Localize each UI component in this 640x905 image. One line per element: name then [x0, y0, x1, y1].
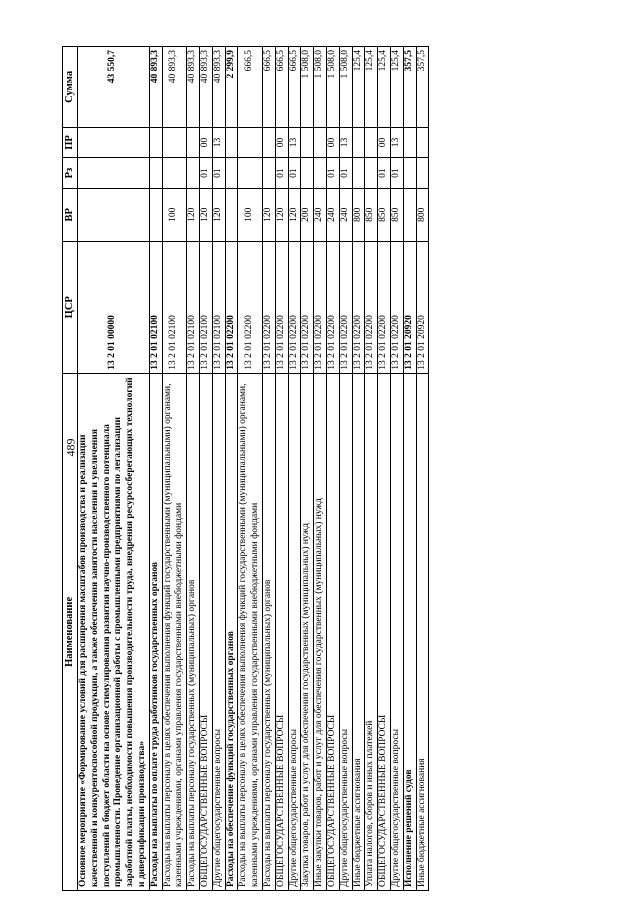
- row-sum: 40 893,3: [187, 47, 200, 128]
- row-sum: 40 893,3: [199, 47, 212, 128]
- row-name: Иные бюджетные ассигнования: [416, 373, 429, 890]
- row-vr: 120: [199, 188, 212, 241]
- row-vr: 800: [416, 188, 429, 241]
- row-pr: 13: [339, 127, 352, 158]
- row-sum: 666,5: [288, 47, 301, 128]
- row-name: Расходы на обеспечение функций государственных органов: [225, 373, 238, 890]
- row-csr: 13 2 01 02200: [238, 241, 263, 373]
- row-rz: [187, 158, 200, 189]
- row-rz: [403, 158, 416, 189]
- row-pr: 00: [199, 127, 212, 158]
- table-row: [314, 47, 327, 891]
- row-sum: 666,5: [262, 47, 275, 128]
- table-row: [212, 47, 225, 891]
- row-sum: 40 893,3: [162, 47, 187, 128]
- row-vr: 240: [314, 188, 327, 241]
- row-pr: [365, 127, 378, 158]
- row-pr: 00: [326, 127, 339, 158]
- header-vr: ВР: [63, 188, 78, 241]
- row-csr: 13 2 01 02200: [339, 241, 352, 373]
- row-name: ОБЩЕГОСУДАРСТВЕННЫЕ ВОПРОСЫ: [199, 373, 212, 890]
- row-name: Расходы на выплаты персоналу государственных (муниципальных) органов: [187, 373, 200, 890]
- row-pr: [238, 127, 263, 158]
- row-vr: 100: [162, 188, 187, 241]
- row-sum: 2 299,9: [225, 47, 238, 128]
- row-pr: [187, 127, 200, 158]
- table-row: [199, 47, 212, 891]
- row-rz: [314, 158, 327, 189]
- header-pr: ПР: [63, 127, 78, 158]
- row-rz: [162, 158, 187, 189]
- row-sum: 40 893,3: [212, 47, 225, 128]
- row-sum: 125,4: [378, 47, 391, 128]
- table-row: [326, 47, 339, 891]
- row-rz: [365, 158, 378, 189]
- row-name: Исполнение решений судов: [403, 373, 416, 890]
- row-name: Другие общегосударственные вопросы: [390, 373, 403, 890]
- row-rz: [352, 158, 365, 189]
- row-csr: 13 2 01 02100: [149, 241, 162, 373]
- table-row: [149, 47, 162, 891]
- row-name: Уплата налогов, сборов и иных платежей: [365, 373, 378, 890]
- row-rz: 01: [275, 158, 288, 189]
- row-rz: [78, 158, 150, 189]
- row-vr: [149, 188, 162, 241]
- row-pr: 00: [275, 127, 288, 158]
- row-pr: 13: [390, 127, 403, 158]
- table-row: [339, 47, 352, 891]
- row-rz: [149, 158, 162, 189]
- row-pr: 13: [288, 127, 301, 158]
- table-row: [365, 47, 378, 891]
- table-row: [262, 47, 275, 891]
- row-vr: 240: [326, 188, 339, 241]
- row-vr: 120: [288, 188, 301, 241]
- header-rz: Рз: [63, 158, 78, 189]
- row-sum: 666,5: [275, 47, 288, 128]
- row-rz: 01: [339, 158, 352, 189]
- row-rz: 01: [326, 158, 339, 189]
- row-vr: 850: [378, 188, 391, 241]
- row-vr: 120: [187, 188, 200, 241]
- row-pr: [162, 127, 187, 158]
- row-sum: 357,5: [403, 47, 416, 128]
- row-csr: 13 2 01 02200: [262, 241, 275, 373]
- row-pr: [352, 127, 365, 158]
- table-row: [78, 47, 150, 891]
- table-row: [275, 47, 288, 891]
- row-sum: 357,5: [416, 47, 429, 128]
- page-number: 489: [63, 438, 78, 457]
- table-row: [378, 47, 391, 891]
- row-sum: 125,4: [390, 47, 403, 128]
- header-csr: ЦСР: [63, 241, 78, 373]
- row-rz: 01: [390, 158, 403, 189]
- row-sum: 40 893,3: [149, 47, 162, 128]
- row-vr: 200: [301, 188, 314, 241]
- row-rz: [238, 158, 263, 189]
- row-csr: 13 2 01 02100: [199, 241, 212, 373]
- row-csr: 13 2 01 02200: [288, 241, 301, 373]
- row-name: Расходы на выплаты по оплате труда работников государственных органов: [149, 373, 162, 890]
- row-name: ОБЩЕГОСУДАРСТВЕННЫЕ ВОПРОСЫ: [275, 373, 288, 890]
- row-csr: 13 2 01 02100: [162, 241, 187, 373]
- row-name: Иные бюджетные ассигнования: [352, 373, 365, 890]
- row-vr: 120: [262, 188, 275, 241]
- row-csr: 13 2 01 02200: [378, 241, 391, 373]
- row-name: Другие общегосударственные вопросы: [288, 373, 301, 890]
- row-sum: 666,5: [238, 47, 263, 128]
- row-name: Иные закупки товаров, работ и услуг для обеспечения государственных (муниципальных) нужд: [314, 373, 327, 890]
- row-vr: 100: [238, 188, 263, 241]
- table-row: [225, 47, 238, 891]
- table-row: [416, 47, 429, 891]
- row-rz: [225, 158, 238, 189]
- row-name: Закупка товаров, работ и услуг для обеспечения государственных (муниципальных) нужд: [301, 373, 314, 890]
- row-vr: 240: [339, 188, 352, 241]
- row-sum: 125,4: [352, 47, 365, 128]
- row-sum: 1 508,0: [301, 47, 314, 128]
- row-pr: [262, 127, 275, 158]
- row-rz: [416, 158, 429, 189]
- row-sum: 1 508,0: [339, 47, 352, 128]
- row-vr: [225, 188, 238, 241]
- row-pr: [314, 127, 327, 158]
- row-vr: 850: [365, 188, 378, 241]
- row-vr: [403, 188, 416, 241]
- row-csr: 13 2 01 02200: [352, 241, 365, 373]
- row-csr: 13 2 01 20920: [403, 241, 416, 373]
- header-sum: Сумма: [63, 47, 78, 128]
- row-name: ОБЩЕГОСУДАРСТВЕННЫЕ ВОПРОСЫ: [378, 373, 391, 890]
- row-pr: [149, 127, 162, 158]
- budget-table: [62, 46, 429, 891]
- row-name: Другие общегосударственные вопросы: [212, 373, 225, 890]
- row-csr: 13 2 01 02200: [390, 241, 403, 373]
- row-sum: 1 508,0: [314, 47, 327, 128]
- row-name: Расходы на выплаты персоналу в целях обеспечения выполнения функций государственными (муниципальными) органами, казенными учреждениями, органами управления государственными внебюджетными фондами: [238, 373, 263, 890]
- row-name: Другие общегосударственные вопросы: [339, 373, 352, 890]
- rotated-page-content: [62, 0, 582, 905]
- row-csr: 13 2 01 02200: [301, 241, 314, 373]
- row-rz: 01: [199, 158, 212, 189]
- row-csr: 13 2 01 20920: [416, 241, 429, 373]
- row-rz: 01: [378, 158, 391, 189]
- table-row: [390, 47, 403, 891]
- row-csr: 13 2 01 02100: [187, 241, 200, 373]
- row-sum: 1 508,0: [326, 47, 339, 128]
- row-csr: 13 2 01 02200: [365, 241, 378, 373]
- row-name: ОБЩЕГОСУДАРСТВЕННЫЕ ВОПРОСЫ: [326, 373, 339, 890]
- row-pr: 13: [212, 127, 225, 158]
- row-name: Основное мероприятие «Формирование условий для расширения масштабов производства и реализации качественной и конкурентоспособной продукции, а также обеспечения занятости населения и увеличения поступлений в бюджет области на основе стимулирования развития научно-производственного потенциала промышленности. Проведение организационной работы с промышленными предприятиями по легализации заработной платы, необходимости повышения производительности труда, внедрения ресурсосберегающих технологий и диверсификации производства»: [78, 373, 150, 890]
- row-vr: 850: [390, 188, 403, 241]
- row-csr: 13 2 01 02200: [275, 241, 288, 373]
- row-pr: [225, 127, 238, 158]
- row-vr: 120: [275, 188, 288, 241]
- row-name: Расходы на выплаты персоналу государственных (муниципальных) органов: [262, 373, 275, 890]
- table-row: [301, 47, 314, 891]
- row-rz: 01: [212, 158, 225, 189]
- row-vr: 120: [212, 188, 225, 241]
- row-rz: [301, 158, 314, 189]
- row-rz: [262, 158, 275, 189]
- row-csr: 13 2 01 02100: [212, 241, 225, 373]
- row-sum: 125,4: [365, 47, 378, 128]
- row-csr: 13 2 01 02200: [225, 241, 238, 373]
- row-csr: 13 2 01 00000: [78, 241, 150, 373]
- table-row: [187, 47, 200, 891]
- row-sum: 43 550,7: [78, 47, 150, 128]
- table-row: [352, 47, 365, 891]
- row-vr: [78, 188, 150, 241]
- row-name: Расходы на выплаты персоналу в целях обеспечения выполнения функций государственными (муниципальными) органами, казенными учреждениями, органами управления государственными внебюджетными фондами: [162, 373, 187, 890]
- row-pr: 00: [378, 127, 391, 158]
- table-header-row: [63, 47, 78, 891]
- header-name: Наименование: [63, 373, 78, 890]
- table-row: [288, 47, 301, 891]
- row-vr: 800: [352, 188, 365, 241]
- row-pr: [301, 127, 314, 158]
- table-row: [162, 47, 187, 891]
- row-csr: 13 2 01 02200: [326, 241, 339, 373]
- row-pr: [78, 127, 150, 158]
- row-csr: 13 2 01 02200: [314, 241, 327, 373]
- row-pr: [403, 127, 416, 158]
- table-row: [238, 47, 263, 891]
- row-pr: [416, 127, 429, 158]
- row-rz: 01: [288, 158, 301, 189]
- table-row: [403, 47, 416, 891]
